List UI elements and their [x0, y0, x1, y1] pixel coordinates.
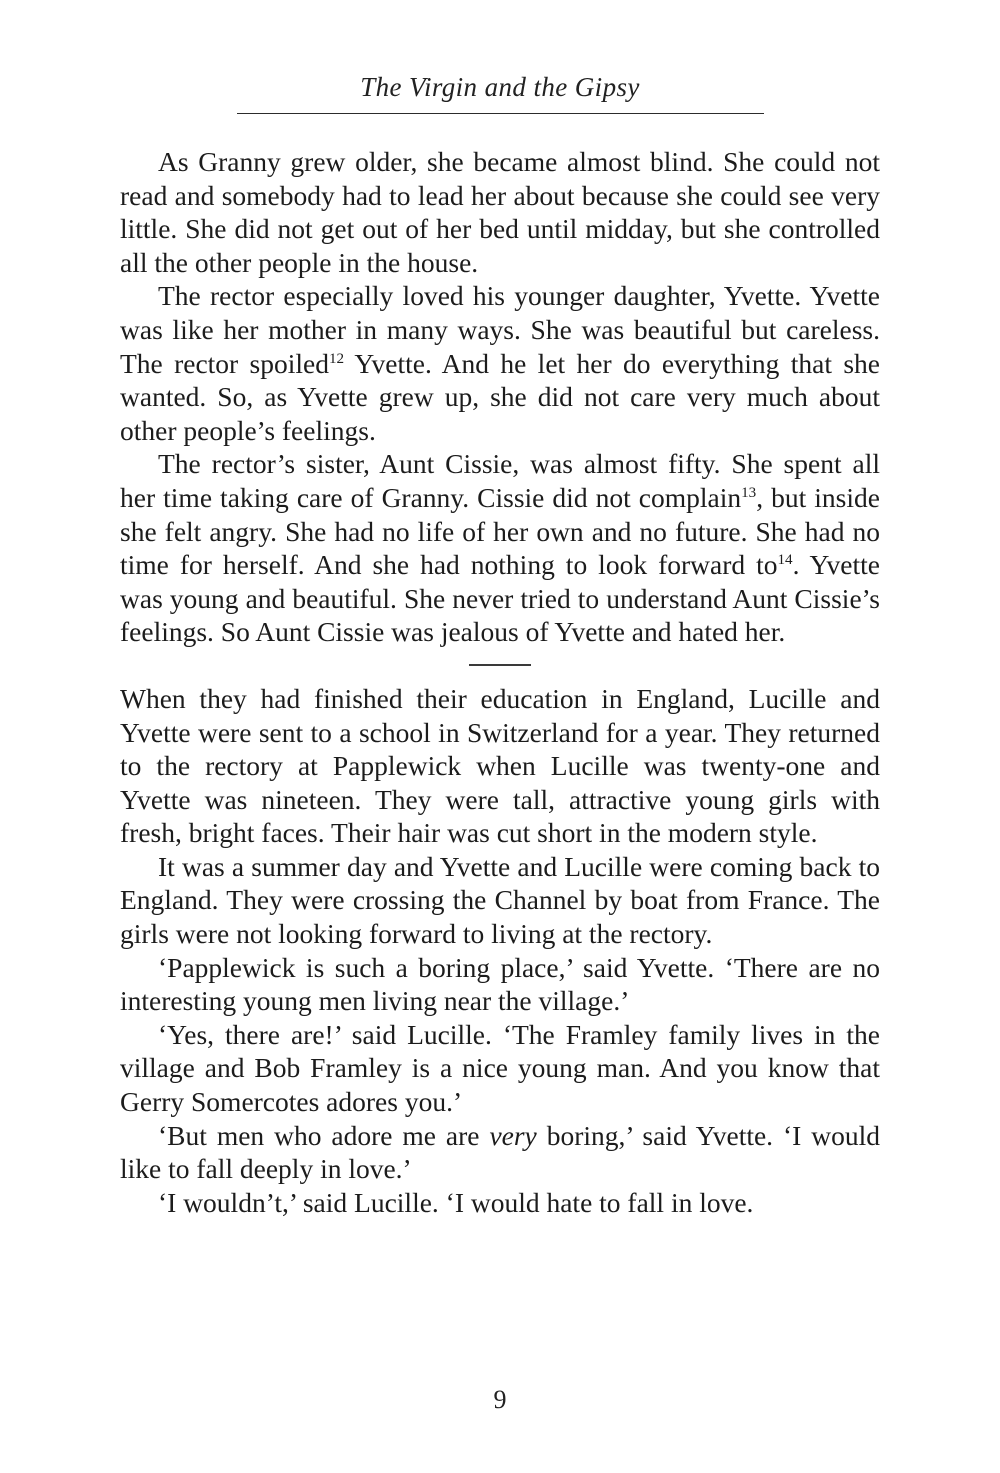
text-segment: It was a summer day and Yvette and Lucille were coming back to England. They were crossing the Channel by boat from France. The girls were not looking forward to living at the rectory.	[120, 850, 880, 950]
footnote-reference: 14	[777, 551, 793, 568]
paragraph	[120, 951, 880, 1018]
page-number: 9	[493, 1385, 507, 1414]
paragraph	[120, 279, 880, 447]
paragraph	[120, 1186, 880, 1220]
text-segment: When they had finished their education in England, Lucille and Yvette were sent to a school in Switzerland for a year. They returned to the rectory at Papplewick when Lucille was twenty-one and Yvette was nineteen. They were tall, attractive young girls with fresh, bright faces. Their hair was cut short in the modern style.	[120, 682, 880, 849]
text-segment: boring,’ said Yvette. ‘I would like to fall deeply in love.’	[120, 1119, 880, 1185]
footnote-reference: 13	[741, 484, 757, 501]
text-segment: The rector especially loved his younger daughter, Yvette. Yvette was like her mother in many ways. She was beautiful but careless. The rector spoiled	[120, 280, 880, 379]
text-segment: ‘I wouldn’t,’ said Lucille. ‘I would hate to fall in love.	[158, 1186, 754, 1218]
emphasis-text: very	[489, 1119, 537, 1151]
paragraph	[120, 145, 880, 279]
running-head-title: The Virgin and the Gipsy	[360, 72, 640, 102]
page-header	[120, 72, 880, 114]
text-segment: ‘Papplewick is such a boring place,’ said Yvette. ‘There are no interesting young men living near the village.’	[120, 951, 880, 1017]
paragraph	[120, 1119, 880, 1186]
text-segment: The rector’s sister, Aunt Cissie, was almost fifty. She spent all her time taking care of Granny. Cissie did not complain	[120, 448, 880, 513]
page-body	[120, 145, 880, 1219]
section-divider	[469, 664, 531, 666]
text-segment: . Yvette was young and beautiful. She never tried to understand Aunt Cissie’s feelings. So Aunt Cissie was jealous of Yvette and hated her.	[120, 549, 880, 648]
paragraph	[120, 447, 880, 649]
paragraph	[120, 1018, 880, 1119]
text-segment: Yvette. And he let her do everything that she wanted. So, as Yvette grew up, she did not care very much about other people’s feelings.	[120, 347, 880, 446]
footnote-reference: 12	[329, 350, 345, 367]
text-segment: As Granny grew older, she became almost blind. She could not read and somebody had to lead her about because she could see very little. She did not get out of her bed until midday, but she controlled all the other people in the house.	[120, 146, 880, 278]
paragraph	[120, 850, 880, 951]
text-segment: ‘Yes, there are!’ said Lucille. ‘The Framley family lives in the village and Bob Framley is a nice young man. And you know that Gerry Somercotes adores you.’	[120, 1018, 880, 1118]
paragraph	[120, 682, 880, 850]
text-segment: ‘But men who adore me are	[158, 1119, 490, 1151]
header-rule	[237, 113, 764, 114]
text-segment: , but inside she felt angry. She had no life of her own and no future. She had no time for herself. And she had nothing to look forward to	[120, 481, 880, 581]
